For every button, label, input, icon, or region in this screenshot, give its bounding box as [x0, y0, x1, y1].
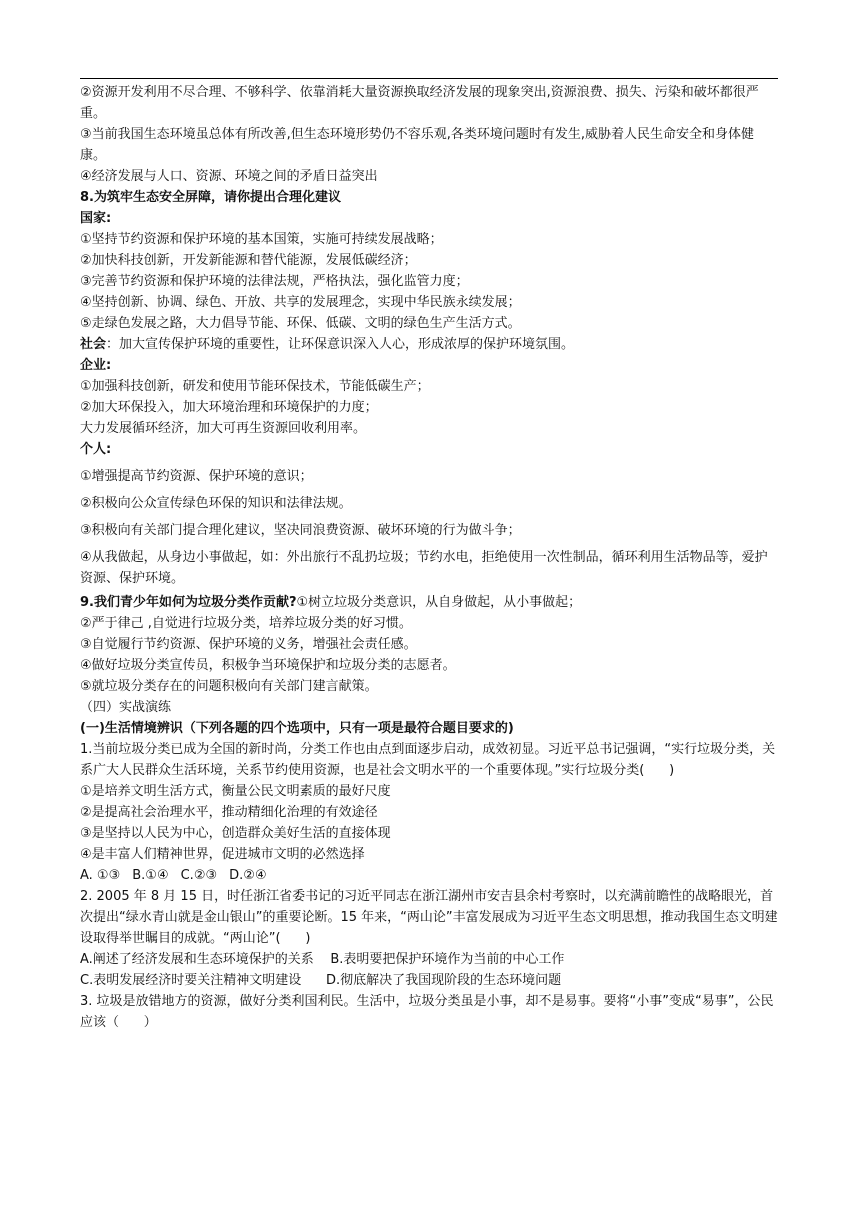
q8-title: 8.为筑牢生态安全屏障，请你提出合理化建议	[80, 190, 341, 205]
statement: ④是丰富人们精神世界，促进城市文明的必然选择	[80, 847, 365, 862]
option-line: A.阐述了经济发展和生态环境保护的关系 B.表明要把保护环境作为当前的中心工作	[80, 952, 565, 967]
option-line: C.表明发展经济时要关注精神文明建设 D.彻底解决了我国现阶段的生态环境问题	[80, 973, 562, 988]
list-item: ④做好垃圾分类宣传员，积极争当环境保护和垃圾分类的志愿者。	[80, 658, 456, 673]
q1-stem: 1.当前垃圾分类已成为全国的新时尚，分类工作也由点到面逐步启动，成效初显。习近平总书记强调，“实行垃圾分类，关系广大人民群众生活环境，关系节约使用资源，也是社会文明水平的一个重要体现。”实行垃圾分类( )	[80, 742, 776, 778]
q3-stem: 3. 垃圾是放错地方的资源，做好分类利国利民。生活中，垃圾分类虽是小事，却不是易事。要将“小事”变成“易事”，公民应该（ ）	[80, 994, 774, 1030]
list-item: ①坚持节约资源和保护环境的基本国策，实施可持续发展战略；	[80, 232, 443, 247]
list-item: ①增强提高节约资源、保护环境的意识；	[80, 469, 313, 484]
paragraph: ④经济发展与人口、资源、环境之间的矛盾日益突出	[80, 169, 378, 184]
option-d: D.②④	[229, 868, 267, 883]
q2-stem: 2. 2005 年 8 月 15 日，时任浙江省委书记的习近平同志在浙江湖州市安吉县余村考察时，以充满前瞻性的战略眼光，首次提出“绿水青山就是金山银山”的重要论断。15 年来，“两山论”丰富发展成为习近平生态文明思想，推动我国生态文明建设取得举世瞩目的成就。“两山论”( )	[80, 889, 778, 946]
enterprise-label: 企业:	[80, 358, 112, 373]
list-item: ②严于律己 ,自觉进行垃圾分类，培养垃圾分类的好习惯。	[80, 616, 412, 631]
list-item: ②加大环保投入，加大环境治理和环境保护的力度；	[80, 400, 378, 415]
list-item: ②加快科技创新，开发新能源和替代能源，发展低碳经济；	[80, 253, 417, 268]
q9-paragraph	[80, 592, 780, 613]
list-item: ②积极向公众宣传绿色环保的知识和法律法规。	[80, 496, 352, 511]
section-heading: （四）实战演练	[80, 700, 172, 715]
q9-first-item: ①树立垃圾分类意识，从自身做起，从小事做起；	[296, 595, 582, 610]
q9-title: 9.我们青少年如何为垃圾分类作贡献?	[80, 595, 297, 610]
option-b: B.①④	[132, 868, 169, 883]
option-c: C.②③	[180, 868, 218, 883]
list-item: ③完善节约资源和保护环境的法律法规，严格执法，强化监管力度；	[80, 274, 469, 289]
personal-label: 个人:	[80, 442, 112, 457]
society-label: 社会	[80, 337, 107, 352]
list-item: ①加强科技创新，研发和使用节能环保技术，节能低碳生产；	[80, 379, 430, 394]
country-label: 国家:	[80, 211, 112, 226]
list-item: ③自觉履行节约资源、保护环境的义务，增强社会责任感。	[80, 637, 417, 652]
statement: ③是坚持以人民为中心，创造群众美好生活的直接体现	[80, 826, 391, 841]
list-item: ⑤走绿色发展之路，大力倡导节能、环保、低碳、文明的绿色生产生活方式。	[80, 316, 521, 331]
sub-heading: (一)生活情境辨识（下列各题的四个选项中，只有一项是最符合题目要求的)	[80, 721, 514, 736]
q1-options	[80, 865, 780, 886]
list-item: ③积极向有关部门提合理化建议，坚决同浪费资源、破坏环境的行为做斗争；	[80, 523, 521, 538]
list-item: 大力发展循环经济，加大可再生资源回收利用率。	[80, 421, 367, 436]
paragraph: ②资源开发利用不尽合理、不够科学、依靠消耗大量资源换取经济发展的现象突出,资源浪费、损失、污染和破坏都很严重。	[80, 85, 759, 121]
list-item: ④坚持创新、协调、绿色、开放、共享的发展理念，实现中华民族永续发展；	[80, 295, 521, 310]
option-a: A. ①③	[80, 868, 121, 883]
document-body	[80, 82, 780, 1033]
society-paragraph	[80, 334, 780, 355]
list-item: ⑤就垃圾分类存在的问题积极向有关部门建言献策。	[80, 679, 378, 694]
list-item: ④从我做起，从身边小事做起，如：外出旅行不乱扔垃圾；节约水电，拒绝使用一次性制品，循环利用生活物品等，爱护资源、保护环境。	[80, 550, 768, 586]
society-text: ：加大宣传保护环境的重要性，让环保意识深入人心，形成浓厚的保护环境氛围。	[106, 337, 575, 352]
statement: ②是提高社会治理水平，推动精细化治理的有效途径	[80, 805, 378, 820]
header-rule	[80, 78, 778, 79]
statement: ①是培养文明生活方式，衡量公民文明素质的最好尺度	[80, 784, 391, 799]
paragraph: ③当前我国生态环境虽总体有所改善,但生态环境形势仍不容乐观,各类环境问题时有发生,威胁着人民生命安全和身体健康。	[80, 127, 755, 163]
